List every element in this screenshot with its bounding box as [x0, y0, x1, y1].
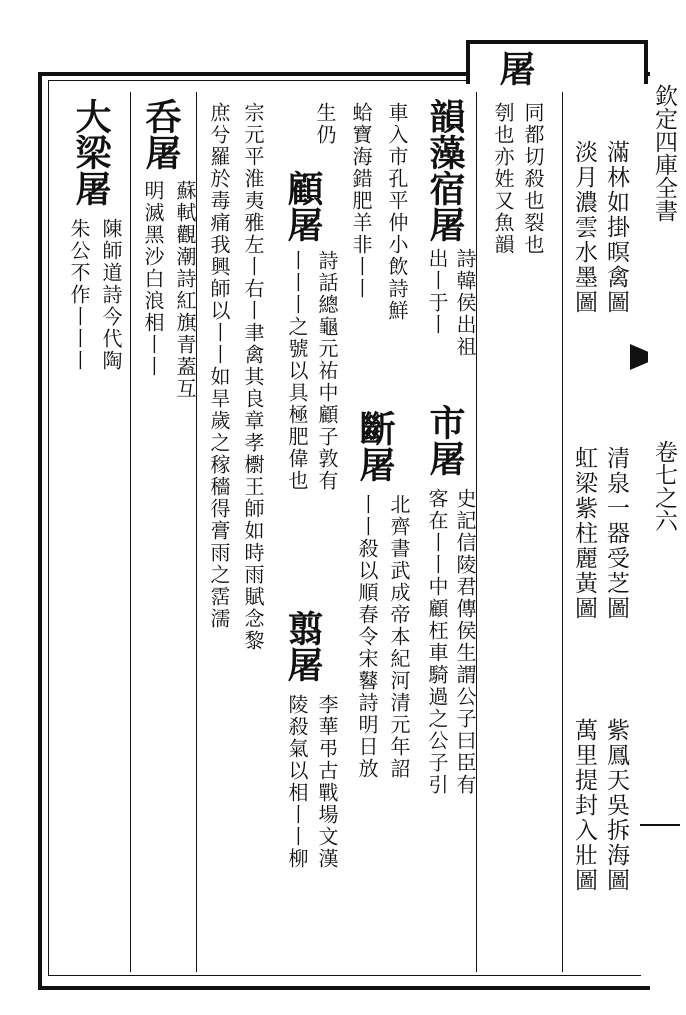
entry-text-jiantu-1: 李華弔古戰場文漢: [315, 694, 339, 870]
entry-text-jiantu-2: 陵殺氣以相丨丨柳: [285, 694, 309, 870]
entry-title-tuntu: 呑屠: [140, 98, 182, 170]
entry-text-shitu-2: 客在丨丨中顧枉車騎過之公子引: [425, 488, 449, 796]
entry-text-daliangtu-1: 陳師道詩今代陶: [99, 218, 123, 372]
painting-titles-col-2: 淡月濃雲水墨圖: [571, 140, 597, 315]
entry-title-yunzao-sutu: 韻藻宿屠: [424, 98, 466, 242]
margin-volume: 卷七之六: [651, 440, 677, 532]
entry-text-duantu-2: 丨丨殺以順春令宋鼛詩明日放: [355, 494, 379, 780]
entry-text-gutu-2: 丨丨丨之號以具極肥偉也: [285, 250, 309, 492]
headword: 屠: [494, 50, 536, 86]
headword-definition-line-1: 同都切殺也裂也: [521, 102, 545, 256]
entry-text-yunzao-1: 詩韓侯出祖: [453, 248, 477, 358]
entry-text-duantu-1: 北齊書武成帝本紀河清元年詔: [387, 494, 411, 780]
painting-titles-col-2c: 萬里提封入壯圖: [571, 718, 597, 893]
entry-text-yunzao-2: 出丨于丨: [425, 248, 449, 336]
entry-text-tuntu-2: 明滅黑沙白浪相丨丨: [141, 180, 165, 378]
painting-titles-col-1: 滿林如掛暝禽圖: [603, 140, 629, 315]
entry-text-col-a: 車入市孔平仲小飲詩鮮: [385, 102, 409, 322]
headword-definition-line-2: 刳也亦姓又魚韻: [491, 102, 515, 256]
margin-book-title: 欽定四庫全書: [651, 84, 677, 222]
entry-title-gutu: 顧屠: [282, 170, 324, 242]
entry-title-duantu: 斷屠: [354, 410, 396, 482]
painting-titles-col-1b: 清泉一器受芝圖: [603, 446, 629, 621]
margin-tick-mark: [640, 824, 680, 826]
painting-titles-col-2b: 虹梁紫柱麗黃圖: [571, 446, 597, 621]
entry-text-gutu-1: 詩話總龜元祐中顧子敦有: [315, 250, 339, 492]
entry-text-col-e: 庶兮羅於毒痛我興師以丨丨如旱歲之稼穡得膏雨之霑濡: [207, 102, 231, 630]
painting-titles-col-1c: 紫鳳天吳拆海圖: [603, 718, 629, 893]
entry-text-col-d: 宗元平淮夷雅左丨右丨聿禽其良章孝㯹王師如時雨賦念黎: [241, 102, 265, 652]
entry-text-col-b: 蛤寶海錯肥羊非丨丨: [349, 102, 373, 300]
entry-text-daliangtu-2: 朱公不作丨丨丨: [67, 218, 91, 372]
entry-text-col-c: 生仍: [313, 102, 337, 146]
entry-text-tuntu-1: 蘇軾觀潮詩紅旗青蓋互: [173, 180, 197, 400]
page-border-inner: [48, 80, 641, 976]
column-divider: [562, 92, 563, 972]
entry-title-shitu: 市屠: [424, 404, 466, 476]
column-divider: [130, 92, 131, 972]
entry-title-jiantu: 翦屠: [282, 610, 324, 682]
entry-title-daliangtu: 大梁屠: [70, 98, 112, 206]
entry-text-shitu-1: 史記信陵君傳侯生謂公子曰臣有: [453, 488, 477, 796]
